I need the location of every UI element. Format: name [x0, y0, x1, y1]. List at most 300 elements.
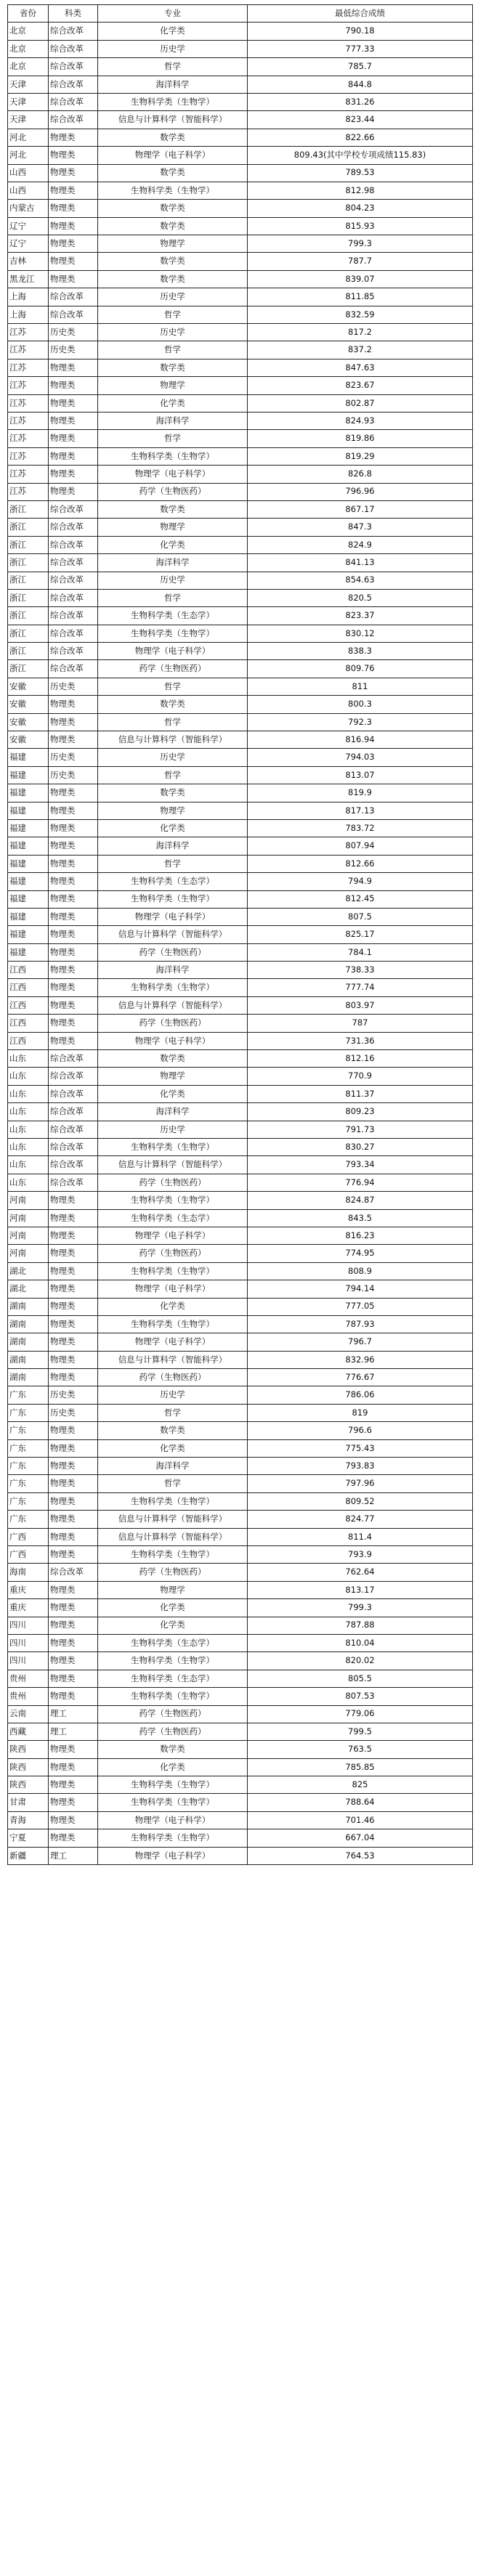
province-cell: 福建 [8, 819, 49, 837]
min-score-cell: 785.85 [248, 1758, 473, 1776]
province-cell: 江苏 [8, 466, 49, 483]
province-cell: 湖南 [8, 1298, 49, 1315]
major-cell: 信息与计算科学（智能科学） [98, 1528, 248, 1545]
min-score-cell: 841.13 [248, 554, 473, 572]
province-cell: 天津 [8, 93, 49, 110]
province-cell: 福建 [8, 802, 49, 819]
min-score-cell: 776.94 [248, 1174, 473, 1191]
province-cell: 贵州 [8, 1688, 49, 1705]
table-row [8, 1262, 473, 1280]
table-row [8, 1599, 473, 1617]
min-score-cell: 776.67 [248, 1369, 473, 1386]
major-cell: 生物科学类（生物学） [98, 890, 248, 908]
province-cell: 山东 [8, 1121, 49, 1138]
min-score-cell: 812.45 [248, 890, 473, 908]
table-row [8, 1227, 473, 1244]
min-score-cell: 825 [248, 1776, 473, 1794]
major-cell: 化学类 [98, 1085, 248, 1102]
table-row [8, 1741, 473, 1758]
min-score-cell: 779.06 [248, 1705, 473, 1723]
category-cell: 物理类 [49, 731, 98, 749]
min-score-cell: 799.5 [248, 1723, 473, 1740]
category-cell: 物理类 [49, 147, 98, 164]
province-cell: 江苏 [8, 412, 49, 429]
min-score-cell: 792.3 [248, 713, 473, 731]
category-cell: 物理类 [49, 943, 98, 961]
category-cell: 综合改革 [49, 111, 98, 129]
province-cell: 江苏 [8, 377, 49, 394]
major-cell: 物理学（电子科学） [98, 1032, 248, 1049]
major-cell: 生物科学类（生态学） [98, 1634, 248, 1651]
major-cell: 物理学（电子科学） [98, 1280, 248, 1298]
category-cell: 物理类 [49, 979, 98, 996]
major-cell: 化学类 [98, 23, 248, 40]
table-body [8, 23, 473, 1865]
min-score-cell: 809.52 [248, 1492, 473, 1510]
table-row [8, 253, 473, 270]
province-cell: 广西 [8, 1528, 49, 1545]
table-row [8, 1156, 473, 1174]
major-cell: 生物科学类（生物学） [98, 1262, 248, 1280]
min-score-cell: 793.9 [248, 1545, 473, 1563]
table-row [8, 111, 473, 129]
min-score-cell: 837.2 [248, 341, 473, 359]
min-score-cell: 810.04 [248, 1634, 473, 1651]
min-score-cell: 823.44 [248, 111, 473, 129]
min-score-cell: 823.37 [248, 607, 473, 625]
province-cell: 新疆 [8, 1847, 49, 1864]
table-row [8, 1617, 473, 1634]
min-score-cell: 826.8 [248, 466, 473, 483]
category-cell: 物理类 [49, 1439, 98, 1457]
category-cell: 物理类 [49, 1511, 98, 1528]
table-row [8, 1492, 473, 1510]
category-cell: 综合改革 [49, 589, 98, 606]
province-cell: 云南 [8, 1705, 49, 1723]
major-cell: 哲学 [98, 1404, 248, 1421]
table-row [8, 1634, 473, 1651]
table-row [8, 855, 473, 872]
category-cell: 综合改革 [49, 93, 98, 110]
major-cell: 生物科学类（生物学） [98, 1688, 248, 1705]
header-min-score: 最低综合成绩 [248, 5, 473, 23]
category-cell: 综合改革 [49, 607, 98, 625]
min-score-cell: 787.88 [248, 1617, 473, 1634]
min-score-cell: 799.3 [248, 1599, 473, 1617]
category-cell: 物理类 [49, 1670, 98, 1687]
min-score-cell: 807.5 [248, 908, 473, 925]
category-cell: 综合改革 [49, 1050, 98, 1068]
category-cell: 物理类 [49, 1617, 98, 1634]
min-score-cell: 824.93 [248, 412, 473, 429]
category-cell: 综合改革 [49, 288, 98, 306]
min-score-cell: 817.13 [248, 802, 473, 819]
table-row [8, 979, 473, 996]
province-cell: 天津 [8, 76, 49, 93]
major-cell: 生物科学类（生物学） [98, 625, 248, 642]
major-cell: 生物科学类（生物学） [98, 1776, 248, 1794]
table-row [8, 447, 473, 465]
min-score-cell: 847.63 [248, 359, 473, 376]
category-cell: 物理类 [49, 430, 98, 447]
table-row [8, 129, 473, 146]
province-cell: 江西 [8, 1015, 49, 1032]
min-score-cell: 811.4 [248, 1528, 473, 1545]
province-cell: 黑龙江 [8, 270, 49, 288]
province-cell: 陕西 [8, 1758, 49, 1776]
province-cell: 浙江 [8, 572, 49, 589]
province-cell: 湖南 [8, 1351, 49, 1368]
major-cell: 海洋科学 [98, 554, 248, 572]
province-cell: 辽宁 [8, 235, 49, 253]
major-cell: 生物科学类（生物学） [98, 979, 248, 996]
province-cell: 吉林 [8, 253, 49, 270]
table-row [8, 819, 473, 837]
province-cell: 福建 [8, 943, 49, 961]
major-cell: 哲学 [98, 306, 248, 323]
category-cell: 物理类 [49, 1245, 98, 1262]
table-row [8, 1404, 473, 1421]
province-cell: 河南 [8, 1192, 49, 1209]
table-row [8, 288, 473, 306]
min-score-cell: 807.53 [248, 1688, 473, 1705]
table-row [8, 554, 473, 572]
min-score-cell: 796.6 [248, 1422, 473, 1439]
category-cell: 综合改革 [49, 306, 98, 323]
major-cell: 海洋科学 [98, 962, 248, 979]
province-cell: 广东 [8, 1439, 49, 1457]
major-cell: 物理学（电子科学） [98, 1811, 248, 1829]
category-cell: 物理类 [49, 996, 98, 1014]
min-score-cell: 783.72 [248, 819, 473, 837]
min-score-cell: 787 [248, 1015, 473, 1032]
major-cell: 数学类 [98, 784, 248, 802]
min-score-cell: 811.37 [248, 1085, 473, 1102]
min-score-cell: 777.33 [248, 40, 473, 57]
major-cell: 信息与计算科学（智能科学） [98, 996, 248, 1014]
table-row [8, 1015, 473, 1032]
province-cell: 湖南 [8, 1315, 49, 1333]
province-cell: 福建 [8, 749, 49, 766]
province-cell: 天津 [8, 111, 49, 129]
major-cell: 数学类 [98, 696, 248, 713]
category-cell: 物理类 [49, 1333, 98, 1351]
min-score-cell: 816.23 [248, 1227, 473, 1244]
province-cell: 上海 [8, 288, 49, 306]
province-cell: 浙江 [8, 625, 49, 642]
province-cell: 江苏 [8, 341, 49, 359]
table-row [8, 1511, 473, 1528]
province-cell: 福建 [8, 873, 49, 890]
table-row [8, 1652, 473, 1670]
province-cell: 江苏 [8, 430, 49, 447]
table-row [8, 76, 473, 93]
major-cell: 生物科学类（生态学） [98, 1670, 248, 1687]
table-row [8, 1333, 473, 1351]
min-score-cell: 867.17 [248, 500, 473, 518]
table-row [8, 1581, 473, 1598]
category-cell: 物理类 [49, 359, 98, 376]
min-score-cell: 794.03 [248, 749, 473, 766]
table-row [8, 341, 473, 359]
major-cell: 药学（生物医药） [98, 1245, 248, 1262]
table-row [8, 1209, 473, 1227]
major-cell: 哲学 [98, 766, 248, 784]
province-cell: 陕西 [8, 1776, 49, 1794]
province-cell: 贵州 [8, 1670, 49, 1687]
category-cell: 综合改革 [49, 40, 98, 57]
province-cell: 湖北 [8, 1280, 49, 1298]
min-score-cell: 787.7 [248, 253, 473, 270]
major-cell: 药学（生物医药） [98, 1705, 248, 1723]
province-cell: 安徽 [8, 678, 49, 695]
category-cell: 物理类 [49, 466, 98, 483]
table-row [8, 306, 473, 323]
major-cell: 物理学 [98, 235, 248, 253]
major-cell: 海洋科学 [98, 837, 248, 855]
table-row [8, 1811, 473, 1829]
major-cell: 海洋科学 [98, 1103, 248, 1121]
province-cell: 内蒙古 [8, 200, 49, 217]
table-row [8, 200, 473, 217]
table-row [8, 412, 473, 429]
province-cell: 福建 [8, 908, 49, 925]
major-cell: 数学类 [98, 164, 248, 182]
category-cell: 物理类 [49, 412, 98, 429]
min-score-cell: 796.7 [248, 1333, 473, 1351]
table-row [8, 1174, 473, 1191]
major-cell: 海洋科学 [98, 76, 248, 93]
major-cell: 历史学 [98, 1121, 248, 1138]
min-score-cell: 838.3 [248, 643, 473, 660]
category-cell: 综合改革 [49, 625, 98, 642]
table-row [8, 1439, 473, 1457]
province-cell: 浙江 [8, 519, 49, 536]
table-row [8, 660, 473, 678]
major-cell: 化学类 [98, 1758, 248, 1776]
min-score-cell: 793.83 [248, 1458, 473, 1475]
min-score-cell: 790.18 [248, 23, 473, 40]
province-cell: 江西 [8, 1032, 49, 1049]
table-row [8, 572, 473, 589]
major-cell: 化学类 [98, 1439, 248, 1457]
major-cell: 物理学（电子科学） [98, 1333, 248, 1351]
category-cell: 历史类 [49, 749, 98, 766]
province-cell: 福建 [8, 837, 49, 855]
major-cell: 哲学 [98, 341, 248, 359]
table-row [8, 1723, 473, 1740]
major-cell: 药学（生物医药） [98, 1015, 248, 1032]
province-cell: 安徽 [8, 713, 49, 731]
province-cell: 福建 [8, 855, 49, 872]
min-score-cell: 812.16 [248, 1050, 473, 1068]
province-cell: 福建 [8, 926, 49, 943]
category-cell: 综合改革 [49, 58, 98, 76]
major-cell: 数学类 [98, 1422, 248, 1439]
category-cell: 物理类 [49, 1475, 98, 1492]
major-cell: 哲学 [98, 58, 248, 76]
min-score-cell: 820.02 [248, 1652, 473, 1670]
major-cell: 生物科学类（生物学） [98, 1192, 248, 1209]
table-row [8, 837, 473, 855]
min-score-cell: 764.53 [248, 1847, 473, 1864]
major-cell: 生物科学类（生态学） [98, 1209, 248, 1227]
category-cell: 物理类 [49, 873, 98, 890]
major-cell: 生物科学类（生物学） [98, 1794, 248, 1811]
table-row [8, 182, 473, 199]
min-score-cell: 819 [248, 1404, 473, 1421]
province-cell: 浙江 [8, 554, 49, 572]
table-row [8, 625, 473, 642]
major-cell: 数学类 [98, 253, 248, 270]
table-row [8, 430, 473, 447]
category-cell: 物理类 [49, 819, 98, 837]
min-score-cell: 789.53 [248, 164, 473, 182]
min-score-cell: 731.36 [248, 1032, 473, 1049]
table-row [8, 1386, 473, 1404]
major-cell: 药学（生物医药） [98, 660, 248, 678]
category-cell: 物理类 [49, 1581, 98, 1598]
province-cell: 浙江 [8, 660, 49, 678]
table-row [8, 1758, 473, 1776]
table-row [8, 802, 473, 819]
header-category: 科类 [49, 5, 98, 23]
table-row [8, 500, 473, 518]
category-cell: 物理类 [49, 1794, 98, 1811]
min-score-cell: 815.93 [248, 217, 473, 235]
table-row [8, 1705, 473, 1723]
min-score-cell: 813.07 [248, 766, 473, 784]
major-cell: 物理学 [98, 802, 248, 819]
table-row [8, 890, 473, 908]
admission-score-table [7, 4, 473, 1865]
category-cell: 物理类 [49, 696, 98, 713]
table-row [8, 1670, 473, 1687]
min-score-cell: 794.9 [248, 873, 473, 890]
province-cell: 河南 [8, 1209, 49, 1227]
major-cell: 生物科学类（生物学） [98, 182, 248, 199]
province-cell: 重庆 [8, 1599, 49, 1617]
table-row [8, 235, 473, 253]
table-row [8, 1688, 473, 1705]
category-cell: 物理类 [49, 1599, 98, 1617]
major-cell: 物理学 [98, 1581, 248, 1598]
major-cell: 物理学（电子科学） [98, 908, 248, 925]
min-score-cell: 847.3 [248, 519, 473, 536]
min-score-cell: 807.94 [248, 837, 473, 855]
major-cell: 数学类 [98, 359, 248, 376]
min-score-cell: 824.87 [248, 1192, 473, 1209]
min-score-cell: 784.1 [248, 943, 473, 961]
category-cell: 物理类 [49, 270, 98, 288]
category-cell: 物理类 [49, 1015, 98, 1032]
table-row [8, 784, 473, 802]
major-cell: 化学类 [98, 1298, 248, 1315]
table-row [8, 1475, 473, 1492]
province-cell: 江西 [8, 996, 49, 1014]
min-score-cell: 811 [248, 678, 473, 695]
table-row [8, 678, 473, 695]
province-cell: 江苏 [8, 359, 49, 376]
min-score-cell: 777.74 [248, 979, 473, 996]
category-cell: 综合改革 [49, 1139, 98, 1156]
major-cell: 哲学 [98, 678, 248, 695]
table-row [8, 324, 473, 341]
category-cell: 综合改革 [49, 23, 98, 40]
category-cell: 综合改革 [49, 554, 98, 572]
category-cell: 物理类 [49, 926, 98, 943]
min-score-cell: 797.96 [248, 1475, 473, 1492]
category-cell: 物理类 [49, 1209, 98, 1227]
category-cell: 综合改革 [49, 1156, 98, 1174]
table-row [8, 1085, 473, 1102]
table-row [8, 1121, 473, 1138]
province-cell: 江苏 [8, 483, 49, 500]
min-score-cell: 824.9 [248, 536, 473, 553]
min-score-cell: 813.17 [248, 1581, 473, 1598]
province-cell: 上海 [8, 306, 49, 323]
province-cell: 河南 [8, 1227, 49, 1244]
table-row [8, 23, 473, 40]
category-cell: 物理类 [49, 1811, 98, 1829]
min-score-cell: 791.73 [248, 1121, 473, 1138]
major-cell: 生物科学类（生物学） [98, 1315, 248, 1333]
table-row [8, 873, 473, 890]
major-cell: 生物科学类（生物学） [98, 1492, 248, 1510]
table-row [8, 147, 473, 164]
table-row [8, 1068, 473, 1085]
province-cell: 山西 [8, 182, 49, 199]
major-cell: 物理学（电子科学） [98, 1847, 248, 1864]
major-cell: 化学类 [98, 394, 248, 412]
min-score-cell: 816.94 [248, 731, 473, 749]
province-cell: 广西 [8, 1545, 49, 1563]
min-score-cell: 830.27 [248, 1139, 473, 1156]
province-cell: 山西 [8, 164, 49, 182]
table-row [8, 1794, 473, 1811]
major-cell: 物理学（电子科学） [98, 643, 248, 660]
category-cell: 综合改革 [49, 660, 98, 678]
min-score-cell: 811.85 [248, 288, 473, 306]
category-cell: 物理类 [49, 1652, 98, 1670]
province-cell: 浙江 [8, 589, 49, 606]
major-cell: 历史学 [98, 324, 248, 341]
major-cell: 生物科学类（生物学） [98, 1139, 248, 1156]
category-cell: 综合改革 [49, 519, 98, 536]
major-cell: 物理学 [98, 1068, 248, 1085]
table-row [8, 536, 473, 553]
table-row [8, 1032, 473, 1049]
province-cell: 山东 [8, 1050, 49, 1068]
min-score-cell: 786.06 [248, 1386, 473, 1404]
province-cell: 江苏 [8, 394, 49, 412]
table-row [8, 1776, 473, 1794]
min-score-cell: 805.5 [248, 1670, 473, 1687]
table-row [8, 1192, 473, 1209]
min-score-cell: 796.96 [248, 483, 473, 500]
major-cell: 历史学 [98, 1386, 248, 1404]
major-cell: 历史学 [98, 288, 248, 306]
table-row [8, 766, 473, 784]
province-cell: 浙江 [8, 643, 49, 660]
province-cell: 四川 [8, 1617, 49, 1634]
min-score-cell: 825.17 [248, 926, 473, 943]
category-cell: 物理类 [49, 1032, 98, 1049]
min-score-cell: 667.04 [248, 1829, 473, 1847]
category-cell: 综合改革 [49, 572, 98, 589]
table-row [8, 962, 473, 979]
major-cell: 生物科学类（生物学） [98, 1545, 248, 1563]
